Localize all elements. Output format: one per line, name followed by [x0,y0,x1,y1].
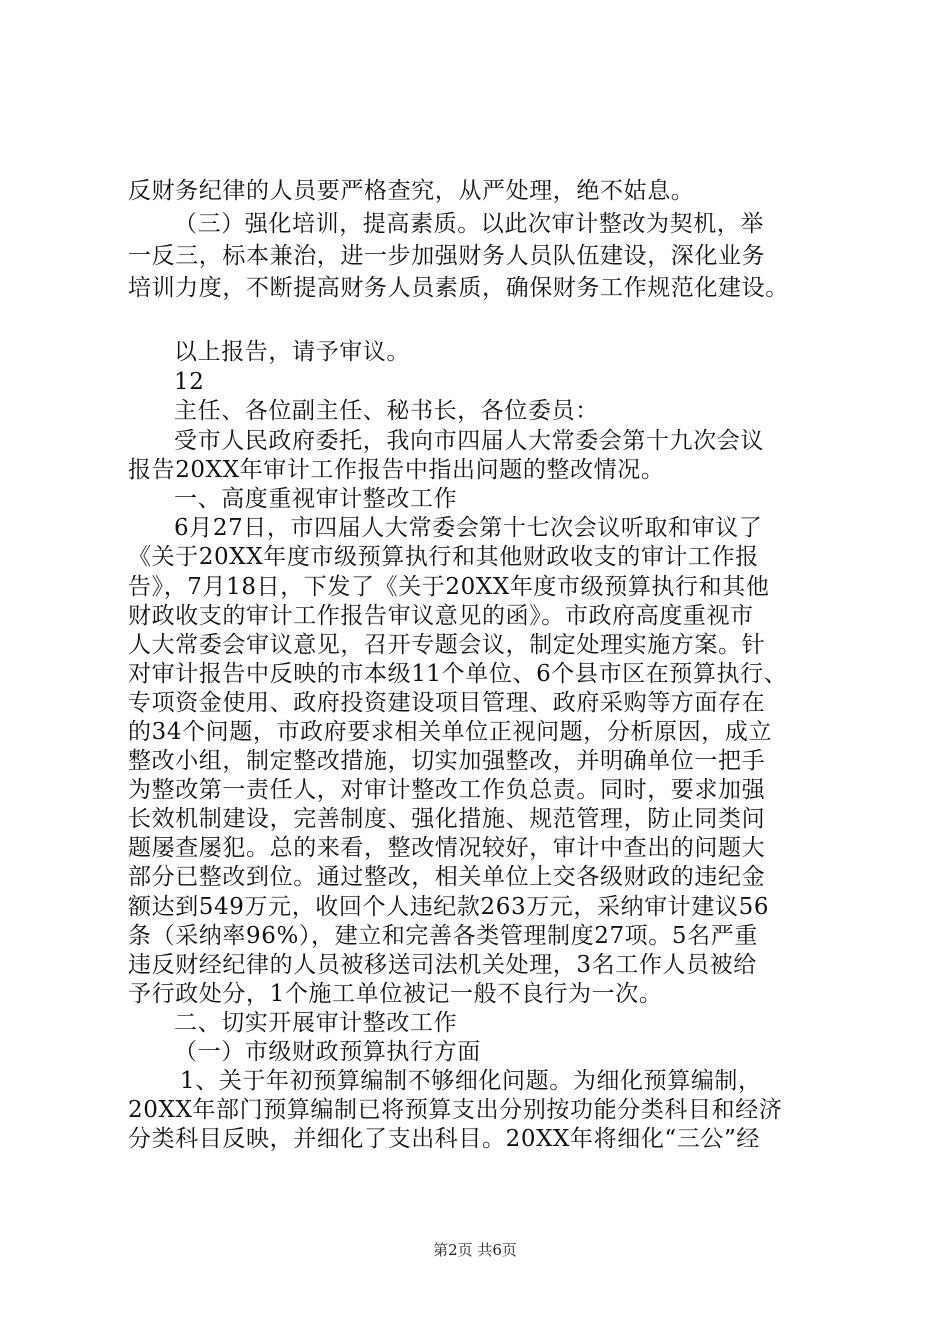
text-line: 6月27日，市四届人大常委会第十七次会议听取和审议了 [174,515,763,541]
text-line: 对审计报告中反映的市本级11个单位、6个县市区在预算执行、 [128,661,788,687]
text-line: 违反财经纪律的人员被移送司法机关处理，3名工作人员被给 [128,952,757,978]
text-line: 题屡查屡犯。总的来看，整改情况较好，审计中查出的问题大 [128,835,766,861]
text-line: 以上报告，请予审议。 [174,339,410,365]
text-line: 告》，7月18日，下发了《关于20XX年度市级预算执行和其他 [128,574,770,600]
text-line: 整改小组，制定整改措施，切实加强整改，并明确单位一把手 [128,748,766,774]
text-line: 《关于20XX年度市级预算执行和其他财政收支的审计工作报 [128,544,759,570]
subsection-heading: （一）市级财政预算执行方面 [174,1039,481,1065]
text-line: 人大常委会审议意见，召开专题会议，制定处理实施方案。针 [128,632,766,658]
text-line: 12 [174,369,205,395]
text-line: 条（采纳率96%），建立和完善各类管理制度27项。5名严重 [128,923,758,949]
page-number: 第2页 共6页 [433,1241,517,1259]
text-line: 分类科目反映，并细化了支出科目。20XX年将细化“三公”经 [128,1126,760,1152]
section-heading: 一、高度重视审计整改工作 [174,486,458,512]
text-line: （三）强化培训，提高素质。以此次审计整改为契机，举 [174,211,764,237]
text-line: 受市人民政府委托，我向市四届人大常委会第十九次会议 [174,428,764,454]
text-line: 1、关于年初预算编制不够细化问题。为细化预算编制， [180,1068,762,1094]
text-line: 反财务纪律的人员要严格查究，从严处理，绝不姑息。 [128,178,695,204]
text-line: 财政收支的审计工作报告审议意见的函》。市政府高度重视市 [128,603,754,629]
text-line: 长效机制建设，完善制度、强化措施、规范管理，防止同类问 [128,806,766,832]
text-line: 部分已整改到位。通过整改，相关单位上交各级财政的违纪金 [128,864,766,890]
text-line: 予行政处分，1个施工单位被记一般不良行为一次。 [128,981,663,1007]
text-line: 培训力度，不断提高财务人员素质，确保财务工作规范化建设。 [128,275,789,301]
text-line: 报告20XX年审计工作报告中指出问题的整改情况。 [128,457,665,483]
text-line: 20XX年部门预算编制已将预算支出分别按功能分类科目和经济 [128,1097,783,1123]
text-line: 额达到549万元，收回个人违纪款263万元，采纳审计建议56 [128,894,770,920]
text-line: 主任、各位副主任、秘书长，各位委员： [174,398,599,424]
text-line: 一反三，标本兼治，进一步加强财务人员队伍建设，深化业务 [128,243,766,269]
text-line: 专项资金使用、政府投资建设项目管理、政府采购等方面存在 [128,690,766,716]
text-line: 的34个问题，市政府要求相关单位正视问题，分析原因，成立 [128,719,773,745]
section-heading: 二、切实开展审计整改工作 [174,1010,458,1036]
text-line: 为整改第一责任人，对审计整改工作负总责。同时，要求加强 [128,777,766,803]
